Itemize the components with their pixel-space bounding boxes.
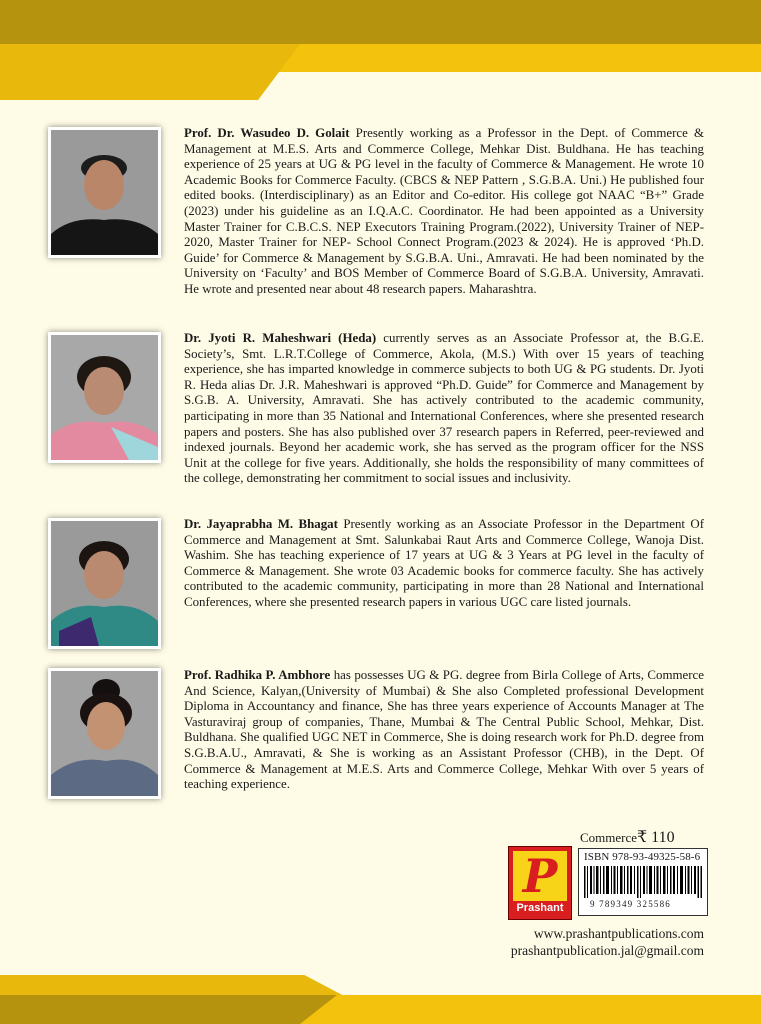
author-name: Dr. Jyoti R. Maheshwari (Heda) (184, 331, 377, 345)
author-photo-ambhore (48, 668, 161, 799)
logo-letter: P (522, 849, 558, 903)
book-price: ₹ 110 (637, 829, 675, 846)
publisher-logo (508, 846, 572, 920)
bottom-band-yellow (300, 995, 761, 1024)
author-bio-text: currently serves as an Associate Professor at, the B.G.E. Society’s, Smt. L.R.T.College of Commerce, Akola, (M.S.) With over 15 years of teaching experience, she has imparted knowledge in commerce subjects to both UG & PG students. Dr. Jyoti R. Heda alias Dr. J.R. Maheshwari is approved “Ph.D. Guide” for Commerce and Management by S.G.B. A. University, Amravati. She has actively contributed to the academic community, participating in more than 35 National and International Conferences, where she presented research papers and posters. She has also published over 37 research papers in Referred, peer-reviewed and indexed journals. Beyond her academic work, she has served as the program officer for the NSS Unit at the college for five years. Additionally, she holds the responsibility of many committees of the college, demonstrating her commitment to social issues and inclusivity. (184, 331, 705, 486)
top-band-dark (0, 0, 761, 44)
publisher-website[interactable]: www.prashantpublications.com (533, 926, 704, 941)
author-bio-golait (184, 126, 704, 298)
barcode-digits: 9 789349 325586 (590, 899, 671, 909)
publisher-email[interactable]: prashantpublication.jal@gmail.com (510, 943, 704, 958)
author-photo-maheshwari (48, 332, 161, 463)
author-name: Prof. Radhika P. Ambhore (184, 668, 331, 682)
author-bio-ambhore (184, 668, 704, 793)
author-bio-maheshwari (184, 331, 704, 487)
author-photo-golait (48, 127, 161, 258)
book-subject: Commerce (580, 830, 638, 845)
author-bio-text: Presently working as a Professor in the Dept. of Commerce & Management at M.E.S. Arts and Commerce College, Mehkar Dist. Buldhana. He has teaching experience of 25 years at UG & PG level in the faculty of Commerce & Management. He wrote 10 Academic Books for Commerce Faculty. (CBCS & NEP Pattern , S.G.B.A. Uni.) He published four edited books. (Interdisciplinary) as an Editor and Co-editor. His college got NAAC “B+” Grade (2023) under his guideline as an I.Q.A.C. Coordinator. He had been appointed as a University Master Trainer for C.B.C.S. NEP Executors Training Program.(2022), University Trainer of NEP-2020, Master Trainer for NEP- School Connect Program.(2023 & 2024). He is approved ‘Ph.D. Guide’ for Commerce & Management by S.G.B.A. Uni., Amravati. He had been nominated by the University on ‘Faculty’ and BOS Member of Commerce Board of S.G.B.A. University, Amravati. He wrote and presented near about 48 research papers. Maharashtra. (184, 126, 704, 296)
author-bio-text: Presently working as an Associate Professor in the Department Of Commerce and Management at Smt. Salunkabai Raut Arts and Commerce College, Wanoja Dist. Washim. She has teaching experience of 17 years at UG & 3 Years at PG level in the faculty of Commerce & Management. She wrote 03 Academic books for commerce faculty. She has actively contributed to the academic community, participating in more than 28 National and International Conferences, where she presented research papers in various UGC care listed journals. (184, 517, 704, 609)
top-band-wedge (0, 44, 300, 100)
author-photo-bhagat (48, 518, 161, 649)
author-bio-text: has possesses UG & PG. degree from Birla College of Arts, Commerce And Science, Kalyan,(University of Mumbai) & She also Completed professional Development Diploma in Accountancy and finance, She has three years experience of Accounts Manager at The Vasturaviraj group of companies, Thane, Mumbai & The Central Public School, Mehkar, Dist. Buldhana. She qualified UGC NET in Commerce, She is doing research work for Ph.D. degree from S.G.B.A.U., Amravati, & She is working as an Assistant Professor (CHB), in the Dept. Of Commerce & Management at M.E.S. Arts and Commerce College, Mehkar With over 5 years of teaching experience. (184, 668, 704, 792)
author-bio-bhagat (184, 517, 704, 611)
barcode (584, 866, 702, 898)
author-name: Dr. Jayaprabha M. Bhagat (184, 517, 338, 531)
isbn-number: ISBN 978-93-49325-58-6 (584, 851, 701, 863)
author-name: Prof. Dr. Wasudeo D. Golait (184, 126, 350, 140)
logo-publisher-name: Prashant (516, 902, 564, 914)
